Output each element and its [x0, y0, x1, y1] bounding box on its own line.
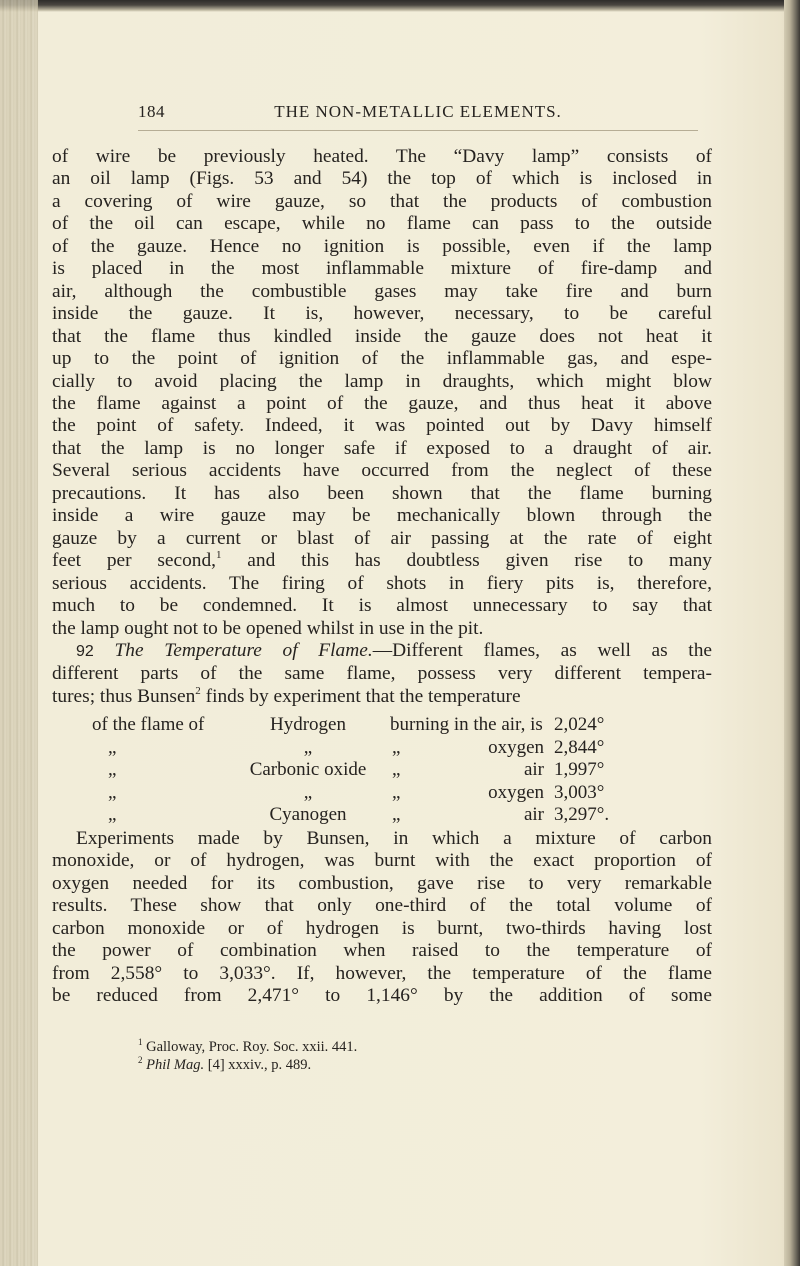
- text-line: from 2,558° to 3,033°. If, however, the temperature of the flame: [52, 962, 712, 984]
- table-row: [92, 782, 712, 805]
- row-medium: oxygen: [488, 781, 544, 803]
- text-line: carbon monoxide or of hydrogen is burnt, two-thirds having lost: [52, 917, 712, 939]
- section-number: 92: [76, 642, 94, 660]
- text-line: air, although the combustible gases may take fire and burn: [52, 280, 712, 302]
- table-row: [92, 714, 712, 737]
- text-line: results. These show that only one-third of the total volume of: [52, 895, 712, 917]
- text-line: precautions. It has also been shown that the flame burning: [52, 482, 712, 504]
- row-joiner: „: [392, 804, 401, 825]
- text-line: monoxide, or of hydrogen, was burnt with the exact proportion of: [52, 850, 712, 872]
- section-text: —Different flames, as well as the: [372, 639, 712, 661]
- page-top-shadow: [0, 0, 800, 12]
- text-line: gauze by a current or blast of air passing at the rate of eight: [52, 527, 712, 549]
- text-line: of the gauze. Hence no ignition is possible, even if the lamp: [52, 235, 712, 257]
- row-joiner: „: [392, 759, 401, 780]
- binding-edge: [0, 0, 38, 1266]
- footnote-text: [4] xxxiv., p. 489.: [204, 1057, 312, 1073]
- text-line: an oil lamp (Figs. 53 and 54) the top of which is inclosed in: [52, 168, 712, 190]
- text-line: the flame against a point of the gauze, and thus heat it above: [52, 392, 712, 414]
- line-text: finds by experiment that the temperature: [200, 685, 521, 707]
- row-prefix: of the flame of: [92, 714, 205, 735]
- line-text: tures; thus Bunsen: [52, 685, 196, 707]
- row-prefix: „: [108, 736, 117, 758]
- text-line: serious accidents. The firing of shots in fiery pits is, therefore,: [52, 572, 712, 594]
- row-medium: air: [523, 759, 544, 780]
- table-row: [92, 804, 712, 827]
- text-line: oxygen needed for its combustion, gave rise to very remarkable: [52, 872, 712, 894]
- page-number: 184: [138, 102, 165, 121]
- row-temperature: 3,297°.: [554, 804, 610, 825]
- text-line: inside a wire gauze may be mechanically blown through the: [52, 505, 712, 527]
- paragraph-davy-lamp: [52, 146, 712, 708]
- text-line: inside the gauze. It is, however, necessary, to be careful: [52, 303, 712, 325]
- text-line: the point of safety. Indeed, it was pointed out by Davy himself: [52, 415, 712, 437]
- text-line: of wire be previously heated. The “Davy lamp” consists of: [52, 146, 712, 167]
- row-joiner: burning in the air, is: [390, 714, 543, 735]
- row-temperature: 3,003°: [554, 781, 605, 803]
- footnote-mark: 2: [138, 1055, 143, 1065]
- text-line: of the oil can escape, while no flame can pass to the outside: [52, 213, 712, 235]
- text-line-footnote-ref: [52, 550, 712, 572]
- row-substance: „: [303, 736, 313, 758]
- text-line: a covering of wire gauze, so that the products of combustion: [52, 190, 712, 212]
- row-substance: Cyanogen: [269, 804, 347, 825]
- text-line-footnote-ref: [52, 686, 712, 708]
- text-line: up to the point of ignition of the inflammable gas, and espe-: [52, 348, 712, 370]
- row-medium: air: [523, 804, 544, 825]
- footnotes: [138, 1038, 698, 1074]
- footnote-1: [138, 1038, 698, 1056]
- footnote-journal: Phil Mag.: [146, 1057, 205, 1073]
- text-line: that the lamp is no longer safe if exposed to a draught of air.: [52, 437, 712, 459]
- row-prefix: „: [108, 804, 117, 825]
- text-line: different parts of the same flame, possess very different tempera-: [52, 663, 712, 685]
- row-joiner: „: [392, 781, 401, 803]
- text-line: is placed in the most inflammable mixture of fire-damp and: [52, 258, 712, 280]
- text-line: cially to avoid placing the lamp in draughts, which might blow: [52, 370, 712, 392]
- row-temperature: 1,997°: [554, 759, 605, 780]
- text-line: Several serious accidents have occurred from the neglect of these: [52, 460, 712, 482]
- line-text: and this has doubtless given rise to many: [221, 550, 712, 572]
- paragraph-bunsen-experiments: [52, 828, 712, 1008]
- row-prefix: „: [108, 759, 117, 780]
- text-line: much to be condemned. It is almost unnecessary to say that: [52, 595, 712, 617]
- footnote-2: [138, 1056, 698, 1074]
- footnote-mark: 1: [138, 1037, 143, 1047]
- row-temperature: 2,844°: [554, 736, 605, 758]
- row-joiner: „: [392, 736, 401, 758]
- row-substance: „: [303, 781, 313, 803]
- row-prefix: „: [108, 781, 117, 803]
- page-right-edge: [784, 0, 800, 1266]
- table-row: [92, 759, 712, 782]
- row-medium: oxygen: [488, 736, 544, 758]
- table-row: [92, 737, 712, 760]
- footnote-ref-2: 2: [195, 684, 201, 697]
- text-line: the power of combination when raised to the temperature of: [52, 940, 712, 962]
- text-line: that the flame thus kindled inside the gauze does not heat it: [52, 325, 712, 347]
- section-heading-line: [52, 640, 712, 663]
- text-line: Experiments made by Bunsen, in which a mixture of carbon: [76, 828, 712, 849]
- running-head: THE NON-METALLIC ELEMENTS.: [274, 102, 562, 121]
- flame-temperature-table: [92, 714, 712, 827]
- row-substance: Hydrogen: [270, 714, 346, 735]
- text-line: be reduced from 2,471° to 1,146° by the addition of some: [52, 985, 712, 1007]
- footnote-ref-1: 1: [216, 549, 222, 562]
- line-text: feet per second,: [52, 550, 217, 572]
- row-substance: Carbonic oxide: [249, 759, 367, 780]
- text-line: the lamp ought not to be opened whilst in use in the pit.: [52, 617, 484, 639]
- page-header: [138, 102, 698, 128]
- header-rule: [138, 130, 698, 131]
- row-temperature: 2,024°: [554, 714, 605, 735]
- footnote-text: Galloway, Proc. Roy. Soc. xxii. 441.: [146, 1039, 358, 1055]
- section-title: The Temperature of Flame.: [114, 639, 373, 661]
